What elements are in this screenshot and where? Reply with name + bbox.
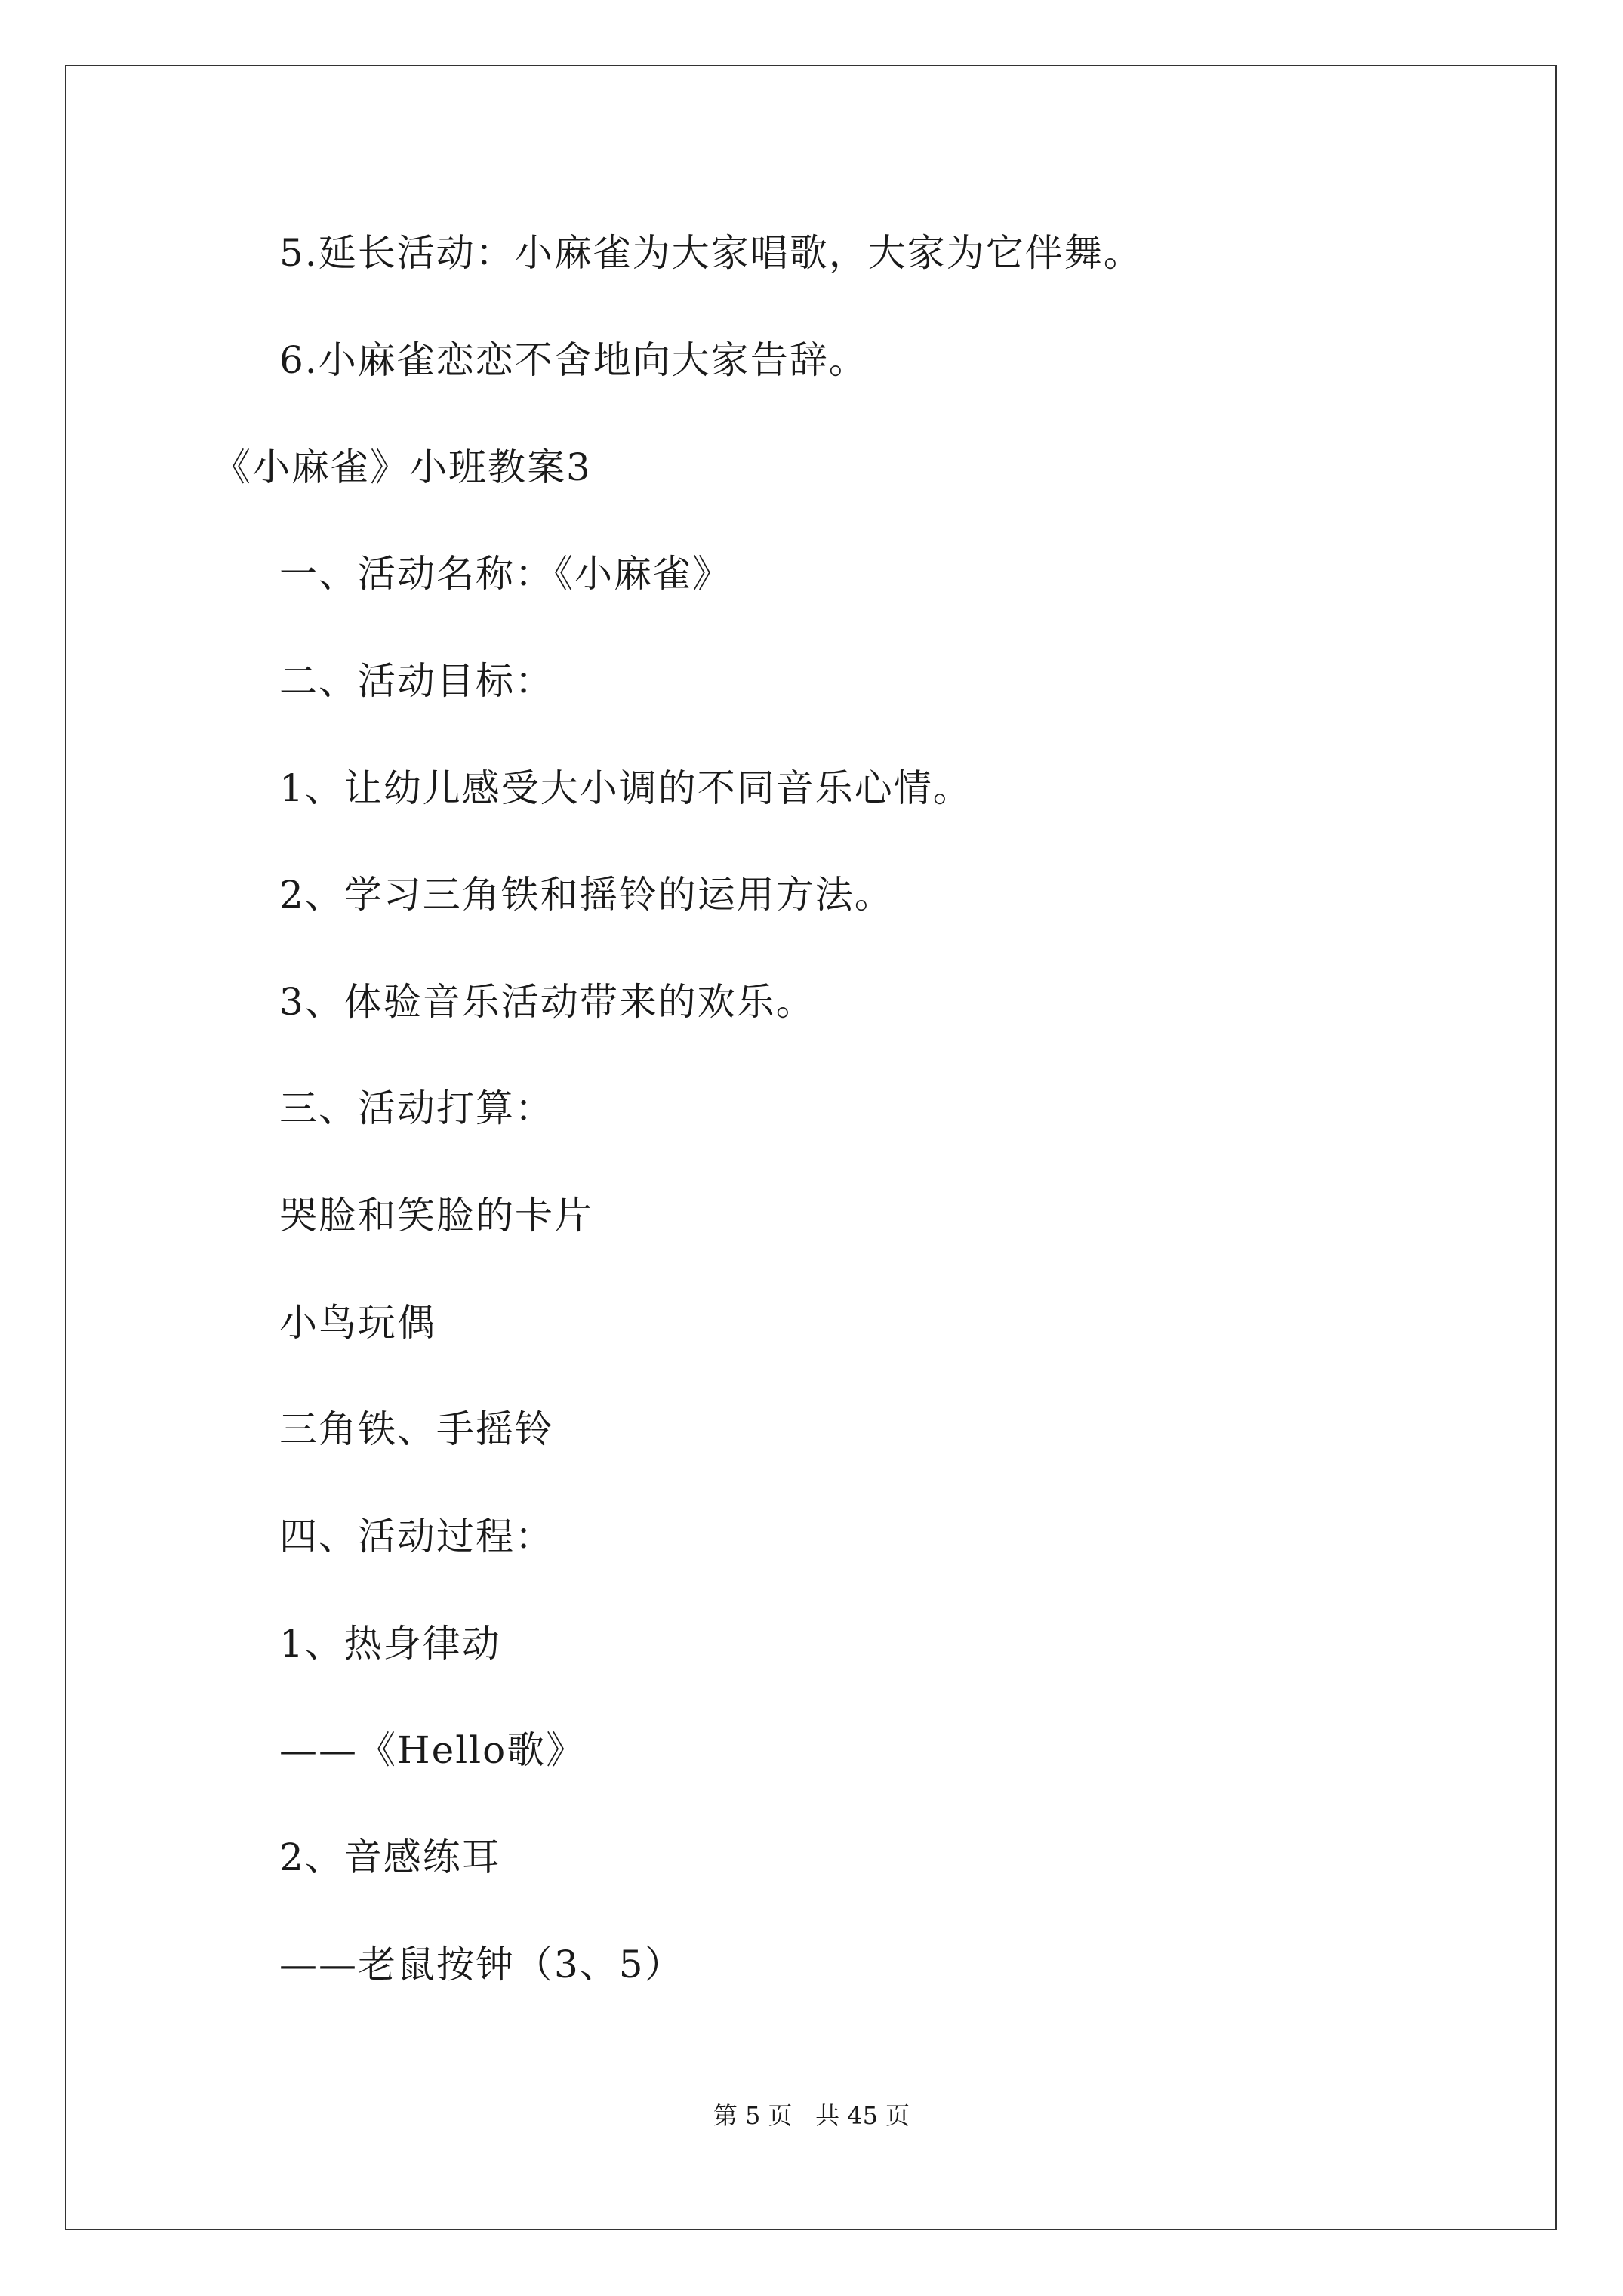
section-heading: 《小麻雀》小班教案3 (213, 445, 592, 489)
process-step-1: 1、热身律动 (279, 1622, 501, 1666)
goal-item-2: 2、学习三角铁和摇铃的运用方法。 (279, 873, 894, 917)
preparation-item-puppet: 小鸟玩偶 (279, 1301, 436, 1345)
page-border (65, 65, 1557, 2230)
activity-goals-heading: 二、活动目标： (279, 659, 554, 703)
process-step-2: 2、音感练耳 (279, 1835, 501, 1879)
preparation-item-cards: 哭脸和笑脸的卡片 (279, 1194, 593, 1237)
activity-name: 一、活动名称：《小麻雀》 (279, 552, 731, 596)
page-number-footer: 第 5 页 共 45 页 (713, 2101, 910, 2130)
process-step-2-detail: ——老鼠按钟（3、5） (279, 1943, 684, 1986)
goal-item-1: 1、让幼儿感受大小调的不同音乐心情。 (279, 766, 972, 810)
paragraph-extension-activity: 5.延长活动：小麻雀为大家唱歌，大家为它伴舞。 (279, 231, 1143, 275)
preparation-item-instruments: 三角铁、手摇铃 (279, 1407, 554, 1451)
paragraph-farewell: 6.小麻雀恋恋不舍地向大家告辞。 (279, 338, 868, 382)
goal-item-3: 3、体验音乐活动带来的欢乐。 (279, 980, 815, 1024)
process-step-1-detail: ——《Hello歌》 (279, 1728, 586, 1772)
activity-preparation-heading: 三、活动打算： (279, 1086, 554, 1130)
activity-process-heading: 四、活动过程： (279, 1515, 554, 1558)
